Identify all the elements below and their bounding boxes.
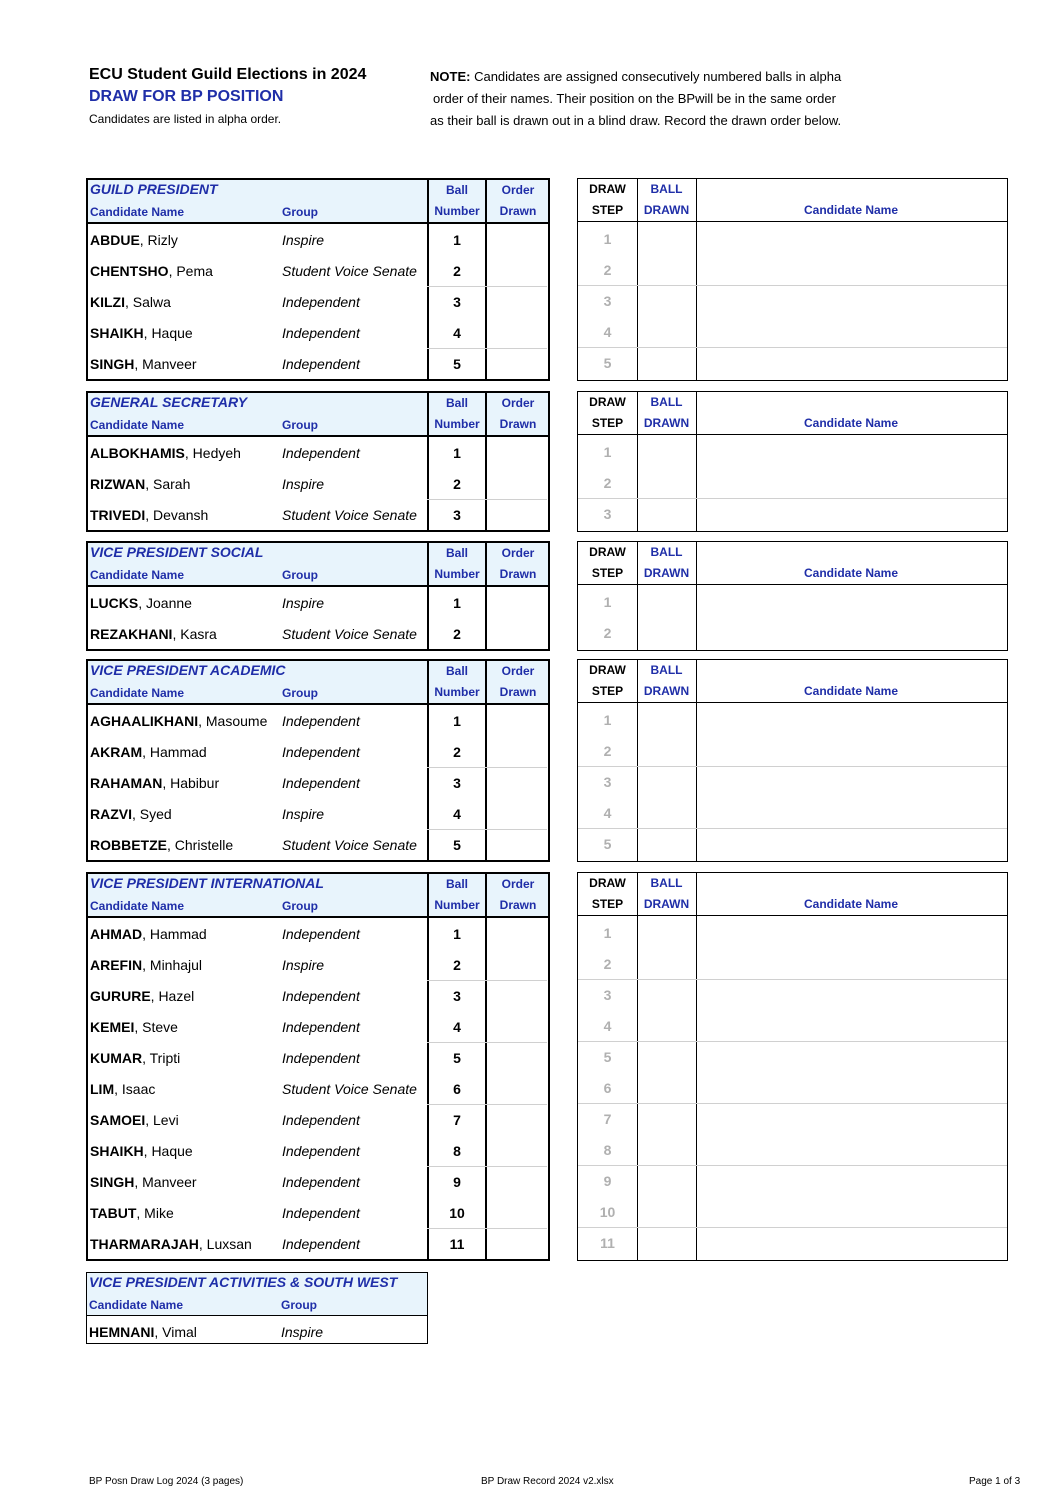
candidate-group: Independent (282, 713, 360, 729)
draw-step-row (578, 1134, 1007, 1165)
footer-center: BP Draw Record 2024 v2.xlsx (481, 1476, 614, 1487)
ball-drawn-header: BALL (650, 876, 683, 890)
candidate-row (88, 980, 548, 1011)
draw-step-row (578, 223, 1007, 254)
ball-number: 2 (453, 626, 461, 642)
office-title: GUILD PRESIDENT (90, 181, 218, 197)
candidate-surname: GURURE (90, 988, 151, 1004)
draw-step-number: 2 (603, 956, 612, 972)
candidate-group: Student Voice Senate (282, 263, 417, 279)
candidate-given: , Devansh (145, 507, 209, 523)
candidate-given: , Rizly (139, 232, 178, 248)
candidate-surname: SAMOEI (90, 1112, 146, 1128)
draw-record-header (578, 660, 1007, 703)
draw-step-number: 2 (603, 625, 612, 641)
candidate-row (88, 587, 548, 618)
candidate-given: , Mike (136, 1205, 174, 1221)
candidate-surname: SINGH (90, 356, 135, 372)
candidate-surname: RAHAMAN (90, 775, 163, 791)
candidate-row (88, 437, 548, 468)
candidate-surname: SHAIKH (90, 325, 144, 341)
candidate-table (86, 391, 550, 532)
candidate-given: , Joanne (138, 595, 192, 611)
candidate-name-header: Candidate Name (803, 684, 899, 698)
draw-step-row (578, 467, 1007, 498)
candidate-group: Inspire (282, 595, 325, 611)
ball-number: 5 (453, 837, 461, 853)
candidate-row (88, 224, 548, 255)
group-header: Group (282, 899, 318, 913)
draw-record-table (577, 541, 1008, 651)
candidate-surname: ABDUE (90, 232, 140, 248)
order-header: Order (501, 877, 535, 891)
draw-step-row (578, 347, 1007, 378)
candidate-given: , Haque (143, 325, 193, 341)
candidate-table (86, 872, 550, 1261)
candidate-group: Inspire (282, 232, 325, 248)
ball-header: Ball (445, 396, 468, 410)
candidate-group: Independent (282, 988, 360, 1004)
candidate-row (88, 1104, 548, 1135)
draw-step-row (578, 917, 1007, 948)
draw-header: DRAW (589, 182, 626, 196)
ball-number: 10 (449, 1205, 465, 1221)
number-header: Number (434, 204, 480, 218)
candidate-given: , Manveer (134, 356, 197, 372)
ball-number: 9 (453, 1174, 461, 1190)
draw-step-row (578, 1165, 1007, 1196)
candidate-surname: LUCKS (90, 595, 139, 611)
candidate-name-header: Candidate Name (803, 203, 899, 217)
step-header: STEP (591, 566, 624, 580)
ball-number: 1 (453, 445, 461, 461)
ball-drawn-header: BALL (650, 395, 683, 409)
candidate-row (88, 348, 548, 379)
candidate-surname: SINGH (90, 1174, 135, 1190)
ball-number: 1 (453, 232, 461, 248)
candidate-given: , Syed (132, 806, 172, 822)
draw-step-number: 3 (603, 774, 612, 790)
draw-step-row (578, 735, 1007, 766)
candidate-group: Independent (282, 775, 360, 791)
office-title: VICE PRESIDENT ACADEMIC (90, 662, 286, 678)
draw-record-table (577, 178, 1008, 381)
candidate-given: , Kasra (172, 626, 217, 642)
step-header: STEP (591, 897, 624, 911)
ball-number: 2 (453, 263, 461, 279)
draw-step-number: 1 (603, 594, 612, 610)
draw-step-number: 4 (603, 805, 612, 821)
draw-record-header (578, 392, 1007, 435)
group-header: Group (282, 686, 318, 700)
candidate-surname: RIZWAN (90, 476, 146, 492)
draw-step-number: 9 (603, 1173, 612, 1189)
candidate-row (88, 499, 548, 530)
draw-step-row (578, 1103, 1007, 1134)
candidate-surname: REZAKHANI (90, 626, 173, 642)
order-header: Order (501, 183, 535, 197)
draw-step-number: 5 (603, 836, 612, 852)
draw-step-row (578, 254, 1007, 285)
candidate-given: , Tripti (142, 1050, 181, 1066)
candidate-given: , Levi (145, 1112, 179, 1128)
draw-header: DRAW (589, 876, 626, 890)
candidate-row (88, 618, 548, 649)
draw-step-row (578, 617, 1007, 648)
candidate-group: Independent (282, 926, 360, 942)
candidate-given: , Sarah (145, 476, 191, 492)
candidate-surname: KEMEI (90, 1019, 135, 1035)
ball-number: 4 (453, 1019, 461, 1035)
draw-step-number: 2 (603, 262, 612, 278)
draw-step-number: 2 (603, 475, 612, 491)
draw-step-row (578, 797, 1007, 828)
drawn-caps-header: DRAWN (643, 566, 690, 580)
candidate-row (88, 1011, 548, 1042)
candidate-given: , Minhajul (142, 957, 203, 973)
candidate-group: Inspire (282, 476, 325, 492)
draw-step-row (578, 498, 1007, 529)
candidate-name-header: Candidate Name (90, 899, 185, 913)
ball-header: Ball (445, 664, 468, 678)
candidate-group: Student Voice Senate (282, 837, 417, 853)
candidate-name-header: Candidate Name (803, 416, 899, 430)
draw-record-header (578, 179, 1007, 222)
step-header: STEP (591, 684, 624, 698)
candidate-row (88, 705, 548, 736)
number-header: Number (434, 898, 480, 912)
ball-header: Ball (445, 546, 468, 560)
candidate-surname: KUMAR (90, 1050, 143, 1066)
candidate-surname: ALBOKHAMIS (90, 445, 185, 461)
draw-record-header (578, 873, 1007, 916)
candidate-name-header: Candidate Name (90, 686, 185, 700)
drawn-header: Drawn (499, 204, 537, 218)
candidate-group: Student Voice Senate (282, 626, 417, 642)
draw-step-number: 3 (603, 293, 612, 309)
note-label: NOTE: (430, 69, 471, 84)
candidate-surname: AREFIN (90, 957, 143, 973)
candidate-group: Independent (282, 744, 360, 760)
candidate-given: , Luxsan (198, 1236, 252, 1252)
note-line-1: Candidates are assigned consecutively numbered balls in alpha (474, 69, 842, 84)
draw-step-row (578, 704, 1007, 735)
drawn-header: Drawn (499, 685, 537, 699)
footer-right: Page 1 of 3 (969, 1476, 1021, 1487)
draw-step-row (578, 436, 1007, 467)
ball-number: 2 (453, 957, 461, 973)
draw-step-row (578, 948, 1007, 979)
draw-step-number: 3 (603, 987, 612, 1003)
candidate-group: Inspire (282, 806, 325, 822)
candidate-row (88, 1042, 548, 1073)
office-title: GENERAL SECRETARY (90, 394, 248, 410)
draw-record-table (577, 872, 1008, 1261)
ball-number: 4 (453, 806, 461, 822)
candidate-row (88, 949, 548, 980)
draw-header: DRAW (589, 545, 626, 559)
candidate-surname: KILZI (90, 294, 125, 310)
draw-header: DRAW (589, 663, 626, 677)
draw-step-number: 8 (603, 1142, 612, 1158)
draw-step-number: 6 (603, 1080, 612, 1096)
candidate-given: , Haque (143, 1143, 193, 1159)
candidate-name-header: Candidate Name (90, 418, 185, 432)
office-title: VICE PRESIDENT SOCIAL (90, 544, 264, 560)
draw-note (430, 66, 910, 132)
candidate-table (86, 541, 550, 651)
ball-header: Ball (445, 183, 468, 197)
candidate-row (88, 918, 548, 949)
candidate-row (88, 317, 548, 348)
step-header: STEP (591, 203, 624, 217)
candidate-name-header: Candidate Name (90, 568, 185, 582)
group-header: Group (282, 568, 318, 582)
ball-number: 3 (453, 988, 461, 1004)
ball-drawn-header: BALL (650, 663, 683, 677)
candidate-given: , Salwa (125, 294, 171, 310)
candidate-group: Inspire (281, 1324, 324, 1340)
draw-step-row (578, 1072, 1007, 1103)
draw-step-number: 1 (603, 231, 612, 247)
candidate-row (88, 736, 548, 767)
draw-step-number: 7 (603, 1111, 612, 1127)
candidate-surname: AKRAM (90, 744, 143, 760)
candidate-given: , Manveer (134, 1174, 197, 1190)
note-line-3: as their ball is drawn out in a blind draw. Record the drawn order below. (430, 113, 842, 128)
candidate-row (88, 1166, 548, 1197)
candidate-row (88, 1135, 548, 1166)
draw-record-table (577, 391, 1008, 532)
group-header: Group (281, 1298, 317, 1312)
candidate-row (88, 1073, 548, 1104)
candidate-group: Independent (282, 294, 360, 310)
candidate-given: , Hedyeh (184, 445, 241, 461)
ball-number: 1 (453, 926, 461, 942)
drawn-header: Drawn (499, 898, 537, 912)
candidate-given: , Hammad (142, 926, 207, 942)
candidate-group: Independent (282, 1019, 360, 1035)
candidate-row (88, 286, 548, 317)
candidate-row (88, 1228, 548, 1259)
ball-number: 5 (453, 1050, 461, 1066)
draw-step-number: 2 (603, 743, 612, 759)
draw-step-number: 4 (603, 1018, 612, 1034)
candidate-group: Student Voice Senate (282, 1081, 417, 1097)
candidate-surname: AHMAD (90, 926, 143, 942)
draw-step-number: 1 (603, 444, 612, 460)
ball-number: 1 (453, 595, 461, 611)
candidate-surname: THARMARAJAH (90, 1236, 199, 1252)
candidate-surname: LIM (90, 1081, 115, 1097)
candidate-surname: TRIVEDI (90, 507, 146, 523)
draw-record-header (578, 542, 1007, 585)
candidate-row (88, 255, 548, 286)
draw-step-number: 1 (603, 925, 612, 941)
candidate-group: Independent (282, 1174, 360, 1190)
candidate-surname: SHAIKH (90, 1143, 144, 1159)
draw-step-number: 10 (599, 1204, 616, 1220)
order-header: Order (501, 546, 535, 560)
ball-number: 11 (449, 1236, 465, 1252)
candidate-row (88, 468, 548, 499)
doc-subtitle: DRAW FOR BP POSITION (89, 88, 284, 105)
candidate-row (88, 798, 548, 829)
ball-number: 2 (453, 476, 461, 492)
candidate-surname: RAZVI (90, 806, 132, 822)
ball-number: 4 (453, 325, 461, 341)
candidate-group: Inspire (282, 957, 325, 973)
ball-number: 3 (453, 294, 461, 310)
candidate-group: Independent (282, 1050, 360, 1066)
candidate-surname: ROBBETZE (90, 837, 167, 853)
listing-note: Candidates are listed in alpha order. (89, 112, 282, 126)
ball-header: Ball (445, 877, 468, 891)
candidate-given: , Hazel (150, 988, 195, 1004)
group-header: Group (282, 205, 318, 219)
candidate-given: , Christelle (167, 837, 234, 853)
candidate-table (86, 178, 550, 381)
candidate-group: Student Voice Senate (282, 507, 417, 523)
draw-step-row (578, 1196, 1007, 1227)
draw-step-number: 3 (603, 506, 612, 522)
candidate-surname: CHENTSHO (90, 263, 169, 279)
ball-number: 6 (453, 1081, 461, 1097)
ball-drawn-header: BALL (650, 182, 683, 196)
ball-number: 1 (453, 713, 461, 729)
draw-step-row (578, 316, 1007, 347)
candidate-surname: HEMNANI (89, 1324, 155, 1340)
office-title: VICE PRESIDENT ACTIVITIES & SOUTH WEST (89, 1274, 398, 1290)
candidate-given: , Pema (168, 263, 213, 279)
footer-left: BP Posn Draw Log 2024 (3 pages) (89, 1476, 244, 1487)
draw-step-row (578, 1010, 1007, 1041)
candidate-name-header: Candidate Name (90, 205, 185, 219)
drawn-header: Drawn (499, 567, 537, 581)
doc-title: ECU Student Guild Elections in 2024 (89, 66, 367, 83)
drawn-caps-header: DRAWN (643, 897, 690, 911)
candidate-group: Independent (282, 445, 360, 461)
candidate-row (88, 767, 548, 798)
step-header: STEP (591, 416, 624, 430)
candidate-group: Independent (282, 1205, 360, 1221)
note-line-2: order of their names. Their position on the BPwill be in the same order (433, 91, 836, 106)
candidate-group: Independent (282, 356, 360, 372)
candidate-row (87, 1319, 427, 1350)
candidate-given: , Masoume (198, 713, 268, 729)
draw-step-row (578, 766, 1007, 797)
draw-step-number: 5 (603, 1049, 612, 1065)
candidate-surname: AGHAALIKHANI (90, 713, 199, 729)
office-title: VICE PRESIDENT INTERNATIONAL (90, 875, 324, 891)
number-header: Number (434, 417, 480, 431)
draw-step-row (578, 979, 1007, 1010)
candidate-group: Independent (282, 1143, 360, 1159)
candidate-surname: TABUT (90, 1205, 137, 1221)
candidate-row (88, 829, 548, 860)
drawn-caps-header: DRAWN (643, 684, 690, 698)
order-header: Order (501, 664, 535, 678)
candidate-group: Independent (282, 1112, 360, 1128)
candidate-group: Independent (282, 1236, 360, 1252)
ball-number: 7 (453, 1112, 461, 1128)
draw-header: DRAW (589, 395, 626, 409)
number-header: Number (434, 685, 480, 699)
order-header: Order (501, 396, 535, 410)
candidate-name-header: Candidate Name (803, 566, 899, 580)
draw-step-row (578, 1041, 1007, 1072)
candidate-name-header: Candidate Name (803, 897, 899, 911)
draw-step-row (578, 828, 1007, 859)
draw-step-number: 11 (600, 1235, 615, 1251)
group-header: Group (282, 418, 318, 432)
ball-number: 3 (453, 507, 461, 523)
drawn-caps-header: DRAWN (643, 203, 690, 217)
ball-number: 2 (453, 744, 461, 760)
candidate-given: , Habibur (162, 775, 220, 791)
ball-number: 8 (453, 1143, 461, 1159)
candidate-given: , Isaac (114, 1081, 156, 1097)
draw-step-row (578, 285, 1007, 316)
draw-step-number: 1 (603, 712, 612, 728)
number-header: Number (434, 567, 480, 581)
candidate-given: , Steve (134, 1019, 178, 1035)
ball-number: 3 (453, 775, 461, 791)
drawn-header: Drawn (499, 417, 537, 431)
candidate-given: , Hammad (142, 744, 207, 760)
candidate-table (86, 659, 550, 862)
candidate-given: , Vimal (154, 1324, 197, 1340)
drawn-caps-header: DRAWN (643, 416, 690, 430)
draw-step-row (578, 586, 1007, 617)
candidate-row (88, 1197, 548, 1228)
ball-drawn-header: BALL (650, 545, 683, 559)
draw-record-table (577, 659, 1008, 862)
ball-number: 5 (453, 356, 461, 372)
candidate-group: Independent (282, 325, 360, 341)
draw-step-number: 4 (603, 324, 612, 340)
candidate-name-header: Candidate Name (89, 1298, 184, 1312)
draw-step-row (578, 1227, 1007, 1258)
draw-step-number: 5 (603, 355, 612, 371)
